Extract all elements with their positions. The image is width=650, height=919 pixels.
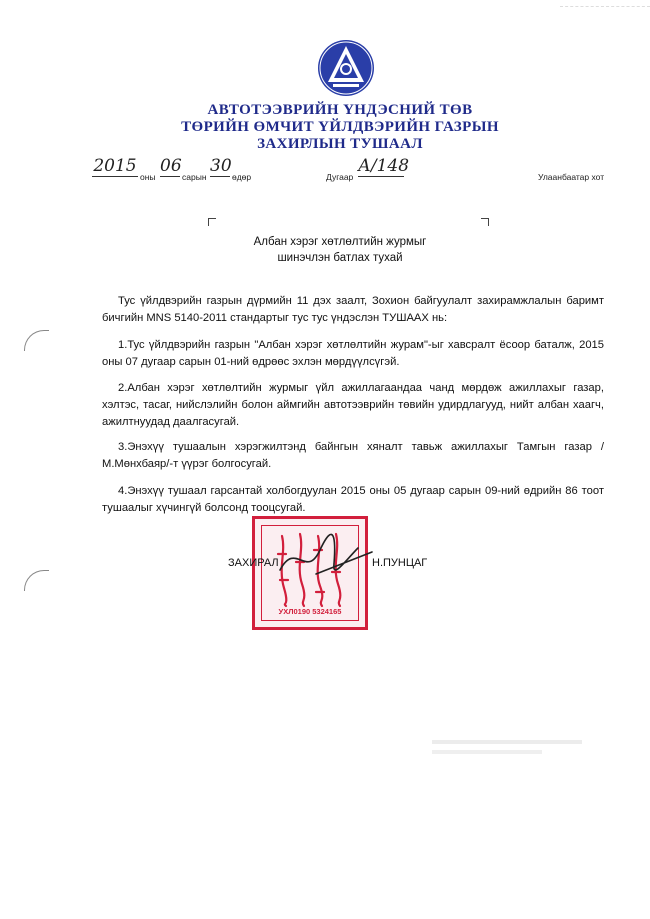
- date-year-suffix: оны: [140, 172, 156, 182]
- stamp-registration-code: УХЛ0190 5324165: [278, 607, 342, 616]
- date-day-value: 30: [210, 156, 232, 176]
- binder-hole-mark: [24, 570, 49, 591]
- org-name-line-1: АВТОТЭЭВРИЙН ҮНДЭСНИЙ ТӨВ: [207, 102, 473, 118]
- handwritten-signature-icon: [276, 530, 376, 590]
- org-name-line-2: ТӨРИЙН ӨМЧИТ ҮЙЛДВЭРИЙН ГАЗРЫН: [181, 119, 499, 135]
- date-month-suffix: сарын: [182, 172, 207, 182]
- document-title-line-2: шинэчлэн батлах тухай: [277, 252, 403, 264]
- date-month-value: 06: [160, 156, 182, 176]
- city-label: Улаанбаатар хот: [538, 172, 605, 182]
- body-paragraph-1: 1.Тус үйлдвэрийн газрын "Албан хэрэг хөтлөлтийн журам"-ыг хавсралт ёсоор баталж, 2015 оны 07 дугаар сарын 01-ний өдрөөс эхлэн мөрдүүлсүгэй.: [102, 339, 604, 368]
- date-day-suffix: өдөр: [232, 172, 252, 182]
- document-number-label: Дугаар: [326, 172, 354, 182]
- document-title-line-1: Албан хэрэг хөтлөлтийн журмыг: [253, 236, 427, 248]
- bleed-through-text: [432, 740, 592, 762]
- body-paragraph-preamble: Тус үйлдвэрийн газрын дүрмийн 11 дэх заалт, Зохион байгуулалт захирамжлалын баримт бичгийн MNS 5140-2011 стандартыг тус тус үндэслэн ТУШААХ нь:: [102, 295, 604, 324]
- body-paragraph-3: 3.Энэхүү тушаалын хэрэгжилтэнд байнгын хяналт тавьж ажиллахыг Тамгын газар /М.Мөнхбаяр/-т үүрэг болгосугай.: [102, 441, 604, 470]
- document-type-heading: ЗАХИРЛЫН ТУШААЛ: [257, 136, 423, 152]
- body-paragraph-4: 4.Энэхүү тушаал гарсантай холбогдуулан 2015 оны 05 дугаар сарын 09-ний өдрийн 86 тоот тушаалыг хүчингүй болсонд тооцсугай.: [102, 485, 604, 514]
- signatory-name: Н.ПУНЦАГ: [372, 557, 428, 569]
- body-paragraph-2: 2.Албан хэрэг хөтлөлтийн журмыг үйл ажиллагаандаа чанд мөрдөж ажиллахыг газар, хэлтэс, тасаг, нийслэлийн болон аймгийн автотээврийн төвийн удирдлагууд, нийт албан хаагч, ажилтнуудад даалгасугай.: [102, 382, 604, 428]
- document-number-value: А/148: [358, 156, 410, 176]
- title-corner-right: [481, 218, 489, 226]
- date-year-value: 2015: [93, 156, 137, 176]
- signatory-position: ЗАХИРАЛ: [228, 557, 279, 569]
- title-corner-left: [208, 218, 216, 226]
- binder-hole-mark: [24, 330, 49, 351]
- organization-logo-icon: [316, 38, 376, 98]
- scan-artifact: [560, 0, 650, 7]
